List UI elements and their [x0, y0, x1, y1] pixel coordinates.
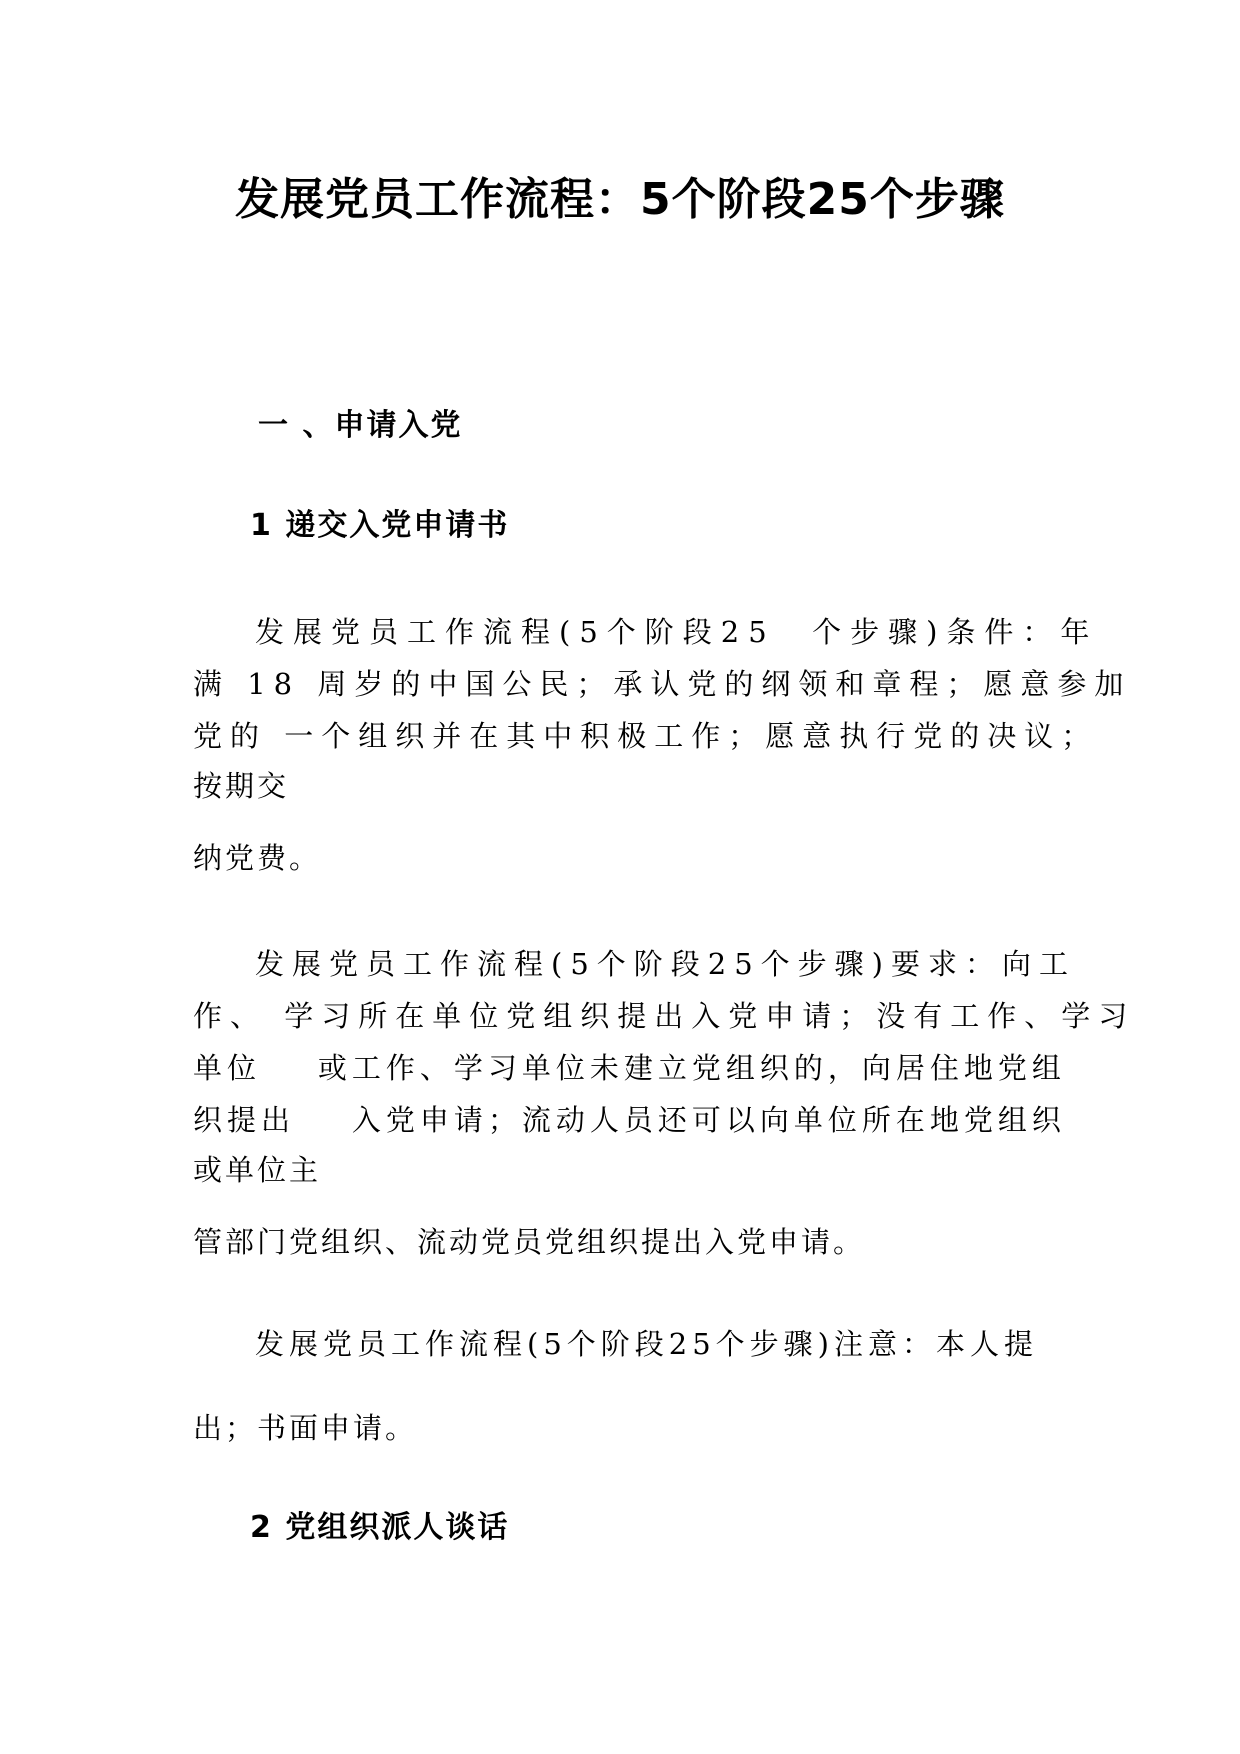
- paragraph-line: 发展党员工作流程(5个阶段25个步骤)注意：本人提: [255, 1327, 1038, 1361]
- paragraph-line: 单位 或工作、学习单位未建立党组织的，向居住地党组: [193, 1051, 1066, 1085]
- paragraph-line: 按期交: [193, 769, 290, 803]
- document-title: 发展党员工作流程：5个阶段25个步骤: [235, 174, 1005, 225]
- paragraph-line: 织提出 入党申请；流动人员还可以向单位所在地党组织: [193, 1103, 1066, 1137]
- paragraph-line: 管部门党组织、流动党员党组织提出入党申请。: [193, 1225, 866, 1259]
- paragraph-line: 或单位主: [193, 1153, 322, 1187]
- step-heading: 2 党组织派人谈话: [250, 1510, 510, 1545]
- paragraph-line: 出；书面申请。: [193, 1411, 418, 1445]
- paragraph-line: 发展党员工作流程(5个阶段25 个步骤)条件：年: [255, 615, 1099, 649]
- paragraph-line: 满 18 周岁的中国公民；承认党的纲领和章程；愿意参加: [193, 667, 1132, 701]
- paragraph-line: 发展党员工作流程(5个阶段25个步骤)要求：向工: [255, 947, 1076, 981]
- section-heading: 一 、申请入党: [258, 408, 463, 443]
- paragraph-line: 纳党费。: [193, 841, 322, 875]
- step-heading: 1 递交入党申请书: [250, 508, 510, 543]
- paragraph-line: 作、 学习所在单位党组织提出入党申请；没有工作、学习: [193, 999, 1136, 1033]
- paragraph-line: 党的 一个组织并在其中积极工作；愿意执行党的决议；: [193, 719, 1099, 753]
